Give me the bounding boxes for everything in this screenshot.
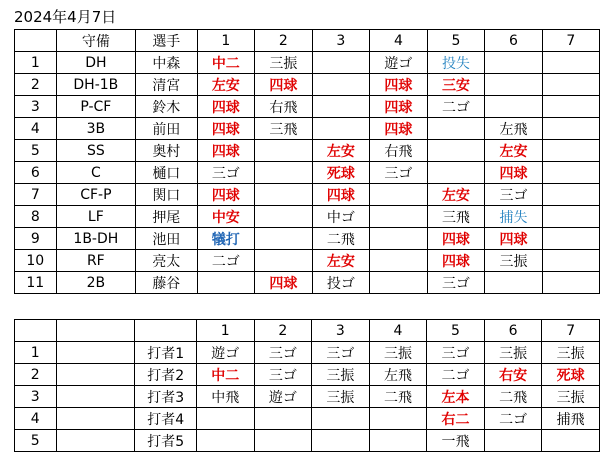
at-bat-result-cell: 中飛 <box>196 386 254 408</box>
at-bat-result-cell: 四球 <box>255 74 313 96</box>
at-bat-result-cell <box>427 140 485 162</box>
lineup-table <box>14 29 600 294</box>
position-cell: 1B-DH <box>56 228 135 250</box>
at-bat-result-cell <box>255 162 313 184</box>
at-bat-result-cell <box>369 430 427 452</box>
at-bat-result-cell <box>312 408 370 430</box>
batter-name-cell: 打者1 <box>135 342 197 364</box>
table-row <box>15 386 600 408</box>
position-cell: DH-1B <box>56 74 135 96</box>
at-bat-result-cell <box>542 74 599 96</box>
at-bat-result-cell: 三ゴ <box>370 162 428 184</box>
opponent-header-cell: 5 <box>427 320 485 342</box>
lineup-header-cell: 5 <box>427 30 485 52</box>
at-bat-result-cell <box>312 74 370 96</box>
at-bat-result-cell: 三ゴ <box>254 342 312 364</box>
batting-order-cell: 4 <box>15 118 57 140</box>
player-name-cell: 関口 <box>136 184 197 206</box>
at-bat-result-cell: 二飛 <box>369 386 427 408</box>
at-bat-result-cell <box>369 408 427 430</box>
empty-cell <box>56 342 135 364</box>
at-bat-result-cell <box>427 118 485 140</box>
position-cell: C <box>56 162 135 184</box>
batting-order-cell: 5 <box>15 140 57 162</box>
at-bat-result-cell: 四球 <box>370 118 428 140</box>
at-bat-result-cell: 左安 <box>427 184 485 206</box>
opponent-header-cell: 6 <box>484 320 542 342</box>
at-bat-result-cell: 遊ゴ <box>254 386 312 408</box>
at-bat-result-cell: 三振 <box>484 342 542 364</box>
opponent-header-cell: 3 <box>312 320 370 342</box>
at-bat-result-cell: 二ゴ <box>427 364 485 386</box>
at-bat-result-cell: 三振 <box>312 364 370 386</box>
at-bat-result-cell: 右飛 <box>255 96 313 118</box>
at-bat-result-cell <box>255 206 313 228</box>
table-row <box>15 206 600 228</box>
at-bat-result-cell: 四球 <box>370 96 428 118</box>
at-bat-result-cell <box>370 206 428 228</box>
at-bat-result-cell <box>312 430 370 452</box>
at-bat-result-cell <box>370 272 428 294</box>
position-cell: DH <box>56 52 135 74</box>
at-bat-result-cell: 四球 <box>255 272 313 294</box>
player-name-cell: 中森 <box>136 52 197 74</box>
at-bat-result-cell: 三飛 <box>255 118 313 140</box>
batter-name-cell: 打者4 <box>135 408 197 430</box>
at-bat-result-cell <box>254 430 312 452</box>
lineup-header-row <box>15 30 600 52</box>
at-bat-result-cell: 犠打 <box>197 228 255 250</box>
batter-order-cell: 1 <box>15 342 57 364</box>
at-bat-result-cell: 投失 <box>427 52 485 74</box>
empty-cell <box>56 430 135 452</box>
at-bat-result-cell <box>484 430 542 452</box>
player-name-cell: 藤谷 <box>136 272 197 294</box>
at-bat-result-cell <box>485 52 543 74</box>
at-bat-result-cell <box>542 118 599 140</box>
at-bat-result-cell: 三振 <box>542 386 600 408</box>
at-bat-result-cell: 三振 <box>312 386 370 408</box>
table-row <box>15 162 600 184</box>
table-row <box>15 430 600 452</box>
position-cell: 3B <box>56 118 135 140</box>
player-name-cell: 前田 <box>136 118 197 140</box>
at-bat-result-cell: 三ゴ <box>254 364 312 386</box>
at-bat-result-cell <box>255 140 313 162</box>
batter-name-cell: 打者2 <box>135 364 197 386</box>
at-bat-result-cell <box>197 272 255 294</box>
table-row <box>15 74 600 96</box>
lineup-header-cell: 7 <box>542 30 599 52</box>
player-name-cell: 池田 <box>136 228 197 250</box>
at-bat-result-cell: 右二 <box>427 408 485 430</box>
at-bat-result-cell: 四球 <box>197 140 255 162</box>
at-bat-result-cell <box>542 140 599 162</box>
table-row <box>15 408 600 430</box>
player-name-cell: 清宮 <box>136 74 197 96</box>
position-cell: LF <box>56 206 135 228</box>
lineup-header-cell: 6 <box>485 30 543 52</box>
at-bat-result-cell <box>542 250 599 272</box>
batter-name-cell: 打者3 <box>135 386 197 408</box>
at-bat-result-cell <box>542 206 599 228</box>
empty-cell <box>56 408 135 430</box>
at-bat-result-cell <box>427 162 485 184</box>
at-bat-result-cell <box>255 250 313 272</box>
at-bat-result-cell <box>485 74 543 96</box>
date-heading: 2024年4月7日 <box>14 8 117 26</box>
opponent-header-cell: 7 <box>542 320 600 342</box>
batter-order-cell: 4 <box>15 408 57 430</box>
position-cell: RF <box>56 250 135 272</box>
at-bat-result-cell: 捕失 <box>485 206 543 228</box>
at-bat-result-cell: 左飛 <box>485 118 543 140</box>
at-bat-result-cell: 四球 <box>370 74 428 96</box>
table-row <box>15 272 600 294</box>
lineup-header-cell: 2 <box>255 30 313 52</box>
empty-cell <box>56 364 135 386</box>
at-bat-result-cell: 左飛 <box>369 364 427 386</box>
at-bat-result-cell: 死球 <box>542 364 600 386</box>
at-bat-result-cell: 三振 <box>485 250 543 272</box>
at-bat-result-cell: 四球 <box>197 96 255 118</box>
at-bat-result-cell: 右飛 <box>370 140 428 162</box>
batter-order-cell: 2 <box>15 364 57 386</box>
batting-order-cell: 7 <box>15 184 57 206</box>
opponent-header-cell <box>56 320 135 342</box>
at-bat-result-cell: 捕飛 <box>542 408 600 430</box>
at-bat-result-cell <box>542 52 599 74</box>
at-bat-result-cell: 中二 <box>197 52 255 74</box>
at-bat-result-cell: 左安 <box>485 140 543 162</box>
opponent-header-cell: 4 <box>369 320 427 342</box>
player-name-cell: 押尾 <box>136 206 197 228</box>
batting-order-cell: 8 <box>15 206 57 228</box>
batter-order-cell: 3 <box>15 386 57 408</box>
batting-order-cell: 11 <box>15 272 57 294</box>
opponent-header-row <box>15 320 600 342</box>
batting-order-cell: 1 <box>15 52 57 74</box>
at-bat-result-cell: 三ゴ <box>427 272 485 294</box>
at-bat-result-cell <box>542 162 599 184</box>
lineup-header-cell: 4 <box>370 30 428 52</box>
at-bat-result-cell <box>196 430 254 452</box>
lineup-header-cell: 3 <box>312 30 370 52</box>
at-bat-result-cell: 左安 <box>312 140 370 162</box>
at-bat-result-cell: 二ゴ <box>197 250 255 272</box>
at-bat-result-cell <box>370 228 428 250</box>
at-bat-result-cell: 右安 <box>484 364 542 386</box>
at-bat-result-cell <box>255 184 313 206</box>
table-row <box>15 96 600 118</box>
at-bat-result-cell <box>370 184 428 206</box>
table-row <box>15 250 600 272</box>
at-bat-result-cell: 左本 <box>427 386 485 408</box>
player-name-cell: 奥村 <box>136 140 197 162</box>
batting-order-cell: 6 <box>15 162 57 184</box>
lineup-header-cell <box>15 30 57 52</box>
table-row <box>15 342 600 364</box>
table-row <box>15 140 600 162</box>
player-name-cell: 亮太 <box>136 250 197 272</box>
at-bat-result-cell: 三安 <box>427 74 485 96</box>
batting-order-cell: 3 <box>15 96 57 118</box>
at-bat-result-cell: 二飛 <box>484 386 542 408</box>
at-bat-result-cell <box>542 228 599 250</box>
batting-order-cell: 2 <box>15 74 57 96</box>
position-cell: CF-P <box>56 184 135 206</box>
at-bat-result-cell <box>312 96 370 118</box>
lineup-header-cell: 1 <box>197 30 255 52</box>
at-bat-result-cell: 左安 <box>197 74 255 96</box>
at-bat-result-cell <box>542 430 600 452</box>
at-bat-result-cell: 四球 <box>427 250 485 272</box>
at-bat-result-cell: 四球 <box>427 228 485 250</box>
table-row <box>15 118 600 140</box>
table-row <box>15 184 600 206</box>
at-bat-result-cell: 中ゴ <box>312 206 370 228</box>
at-bat-result-cell <box>542 272 599 294</box>
empty-cell <box>56 386 135 408</box>
at-bat-result-cell: 三ゴ <box>197 162 255 184</box>
at-bat-result-cell: 三振 <box>369 342 427 364</box>
batter-name-cell: 打者5 <box>135 430 197 452</box>
at-bat-result-cell: 中二 <box>196 364 254 386</box>
at-bat-result-cell <box>542 96 599 118</box>
at-bat-result-cell: 三ゴ <box>312 342 370 364</box>
table-row <box>15 52 600 74</box>
at-bat-result-cell <box>196 408 254 430</box>
at-bat-result-cell: 四球 <box>485 228 543 250</box>
at-bat-result-cell: 二ゴ <box>427 96 485 118</box>
batter-order-cell: 5 <box>15 430 57 452</box>
opponent-header-cell <box>135 320 197 342</box>
opponent-header-cell: 2 <box>254 320 312 342</box>
at-bat-result-cell: 遊ゴ <box>196 342 254 364</box>
position-cell: 2B <box>56 272 135 294</box>
player-name-cell: 鈴木 <box>136 96 197 118</box>
at-bat-result-cell: 四球 <box>197 118 255 140</box>
opponent-table <box>14 319 600 452</box>
opponent-header-cell <box>15 320 57 342</box>
at-bat-result-cell <box>255 228 313 250</box>
position-cell: P-CF <box>56 96 135 118</box>
at-bat-result-cell: 一飛 <box>427 430 485 452</box>
at-bat-result-cell: 中安 <box>197 206 255 228</box>
at-bat-result-cell: 二飛 <box>312 228 370 250</box>
lineup-header-cell: 選手 <box>136 30 197 52</box>
at-bat-result-cell <box>312 52 370 74</box>
position-cell: SS <box>56 140 135 162</box>
at-bat-result-cell <box>312 118 370 140</box>
at-bat-result-cell: 遊ゴ <box>370 52 428 74</box>
at-bat-result-cell: 三ゴ <box>427 342 485 364</box>
table-row <box>15 364 600 386</box>
at-bat-result-cell: 三振 <box>542 342 600 364</box>
at-bat-result-cell: 死球 <box>312 162 370 184</box>
at-bat-result-cell <box>542 184 599 206</box>
at-bat-result-cell: 投ゴ <box>312 272 370 294</box>
at-bat-result-cell <box>485 272 543 294</box>
at-bat-result-cell <box>370 250 428 272</box>
at-bat-result-cell: 左安 <box>312 250 370 272</box>
at-bat-result-cell: 四球 <box>312 184 370 206</box>
lineup-header-cell: 守備 <box>56 30 135 52</box>
batting-order-cell: 10 <box>15 250 57 272</box>
at-bat-result-cell: 二ゴ <box>484 408 542 430</box>
at-bat-result-cell: 三ゴ <box>485 184 543 206</box>
at-bat-result-cell: 三飛 <box>427 206 485 228</box>
at-bat-result-cell: 四球 <box>197 184 255 206</box>
batting-order-cell: 9 <box>15 228 57 250</box>
at-bat-result-cell: 三振 <box>255 52 313 74</box>
at-bat-result-cell <box>485 96 543 118</box>
player-name-cell: 樋口 <box>136 162 197 184</box>
at-bat-result-cell <box>254 408 312 430</box>
opponent-header-cell: 1 <box>196 320 254 342</box>
at-bat-result-cell: 四球 <box>485 162 543 184</box>
table-row <box>15 228 600 250</box>
